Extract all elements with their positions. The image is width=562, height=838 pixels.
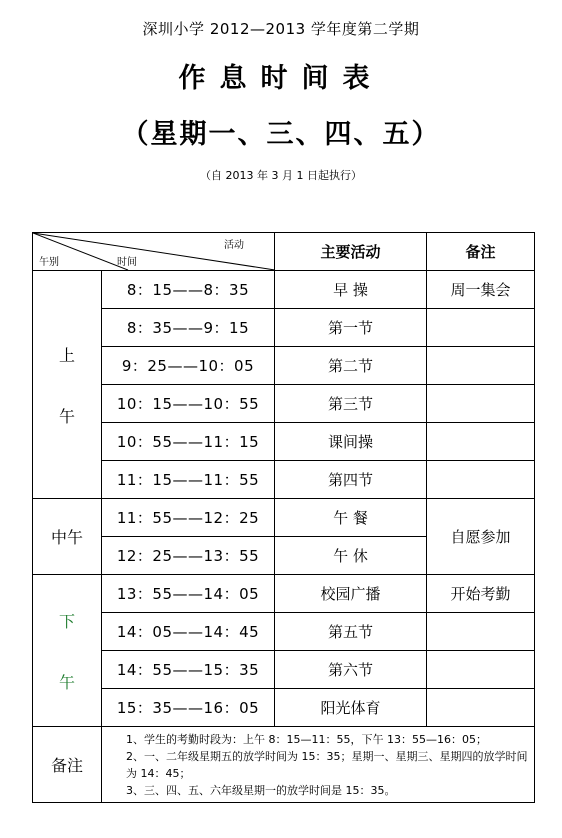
table-row (33, 309, 535, 347)
corner-header-cell (33, 233, 275, 271)
section-afternoon: 下 午 (33, 575, 102, 727)
schedule-table (32, 232, 535, 803)
corner-activity-label: 活动 (224, 240, 244, 251)
time-cell: 14：05——14：45 (102, 613, 275, 651)
table-row (33, 575, 535, 613)
time-cell: 11：15——11：55 (102, 461, 275, 499)
remark-cell (427, 309, 535, 347)
remark-cell (427, 385, 535, 423)
table-row (33, 499, 535, 537)
corner-time-label: 时间 (117, 257, 137, 268)
activity-cell: 课间操 (275, 423, 427, 461)
activity-cell: 早 操 (275, 271, 427, 309)
table-row (33, 385, 535, 423)
time-cell: 11：55——12：25 (102, 499, 275, 537)
table-row (33, 461, 535, 499)
remark-cell (427, 461, 535, 499)
activity-cell: 第五节 (275, 613, 427, 651)
table-row (33, 423, 535, 461)
time-cell: 12：25——13：55 (102, 537, 275, 575)
note-line: 1、学生的考勤时段为：上午 8：15—11：55，下午 13：55—16：05； (126, 732, 487, 746)
remark-cell: 周一集会 (427, 271, 535, 309)
remark-cell (427, 613, 535, 651)
corner-period-label: 午别 (39, 257, 59, 268)
column-header-remark: 备注 (427, 233, 535, 271)
table-row (33, 689, 535, 727)
note-line: 3、三、四、五、六年级星期一的放学时间是 15：35。 (126, 783, 396, 797)
notes-cell (102, 727, 535, 803)
remark-cell: 自愿参加 (427, 499, 535, 575)
time-cell: 15：35——16：05 (102, 689, 275, 727)
table-row (33, 651, 535, 689)
time-cell: 13：55——14：05 (102, 575, 275, 613)
activity-cell: 第一节 (275, 309, 427, 347)
time-cell: 14：55——15：35 (102, 651, 275, 689)
activity-cell: 午 餐 (275, 499, 427, 537)
page-subtitle: （星期一、三、四、五） (121, 119, 441, 150)
remark-cell: 开始考勤 (427, 575, 535, 613)
table-row (33, 347, 535, 385)
remark-cell (427, 347, 535, 385)
section-morning: 上 午 (33, 271, 102, 499)
column-header-activity: 主要活动 (275, 233, 427, 271)
time-cell: 10：15——10：55 (102, 385, 275, 423)
activity-cell: 第四节 (275, 461, 427, 499)
effective-date: （自 2013 年 3 月 1 日起执行） (200, 169, 362, 182)
activity-cell: 校园广播 (275, 575, 427, 613)
page-title: 作息时间表 (178, 63, 384, 94)
time-cell: 9：25——10：05 (102, 347, 275, 385)
activity-cell: 第三节 (275, 385, 427, 423)
school-term-line: 深圳小学 2012—2013 学年度第二学期 (142, 20, 420, 38)
section-noon: 中午 (33, 499, 102, 575)
activity-cell: 第二节 (275, 347, 427, 385)
remark-cell (427, 423, 535, 461)
table-row (33, 613, 535, 651)
table-row (33, 271, 535, 309)
time-cell: 10：55——11：15 (102, 423, 275, 461)
time-cell: 8：35——9：15 (102, 309, 275, 347)
note-line: 2、一、二年级星期五的放学时间为 15：35；星期一、星期三、星期四的放学时间为 14：45； (126, 749, 528, 780)
notes-label: 备注 (33, 727, 102, 803)
activity-cell: 第六节 (275, 651, 427, 689)
activity-cell: 午 休 (275, 537, 427, 575)
remark-cell (427, 651, 535, 689)
remark-cell (427, 689, 535, 727)
activity-cell: 阳光体育 (275, 689, 427, 727)
time-cell: 8：15——8：35 (102, 271, 275, 309)
